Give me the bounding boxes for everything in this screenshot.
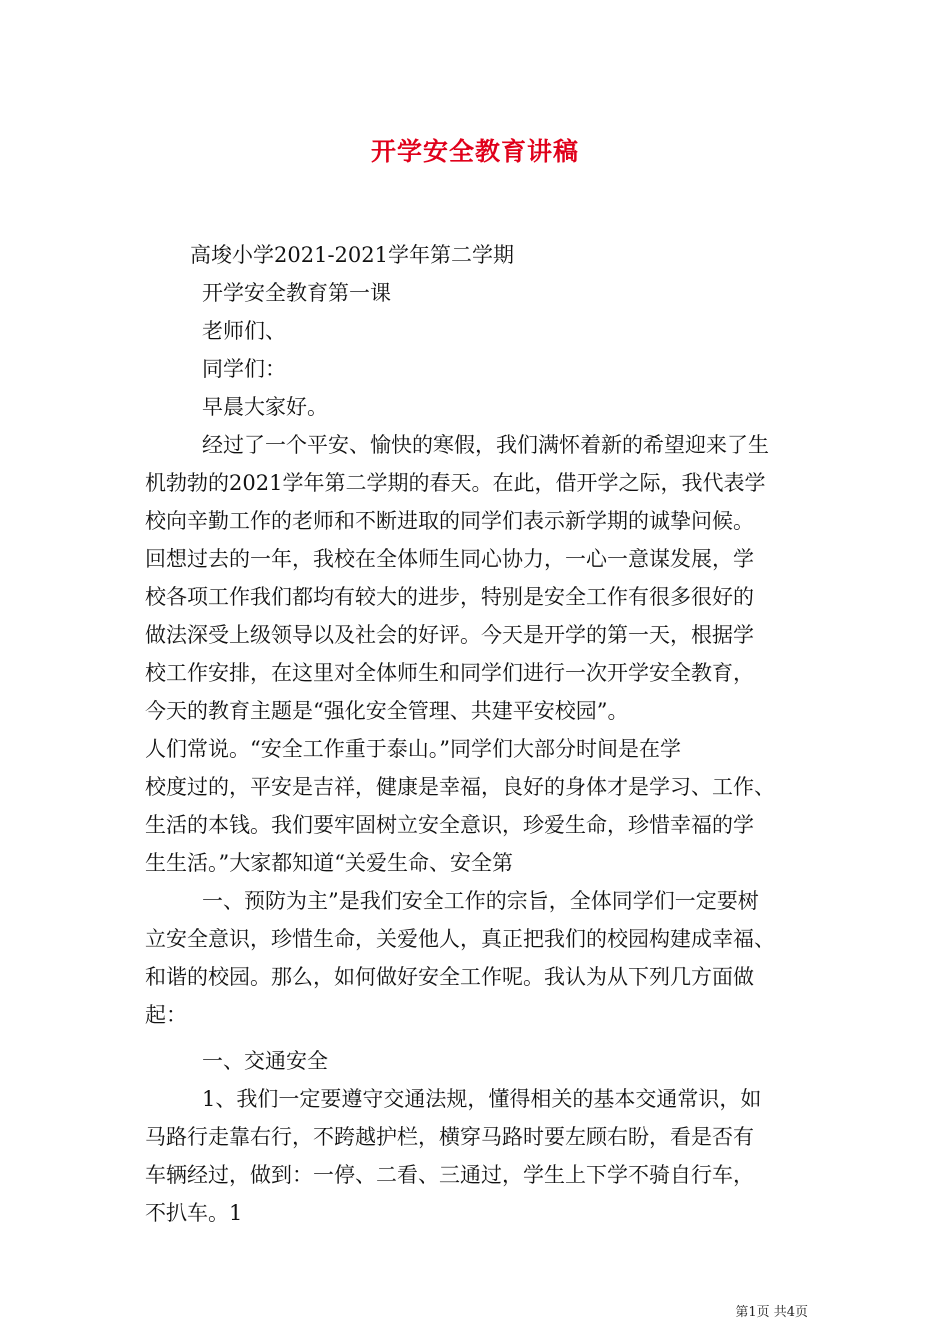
text-line: 立安全意识，珍惜生命，关爱他人，真正把我们的校园构建成幸福、 bbox=[145, 927, 775, 951]
text-line: 一、预防为主”是我们安全工作的宗旨，全体同学们一定要树 bbox=[202, 889, 759, 913]
text-line: 早晨大家好。 bbox=[202, 395, 328, 419]
page-number-footer: 第1页 共4页 bbox=[735, 1305, 808, 1320]
text-line: 机勃勃的2021学年第二学期的春天。在此，借开学之际，我代表学 bbox=[145, 471, 766, 495]
text-line: 校各项工作我们都均有较大的进步，特别是安全工作有很多很好的 bbox=[145, 585, 754, 609]
text-line: 做法深受上级领导以及社会的好评。今天是开学的第一天，根据学 bbox=[145, 623, 754, 647]
document-title: 开学安全教育讲稿 bbox=[370, 137, 579, 166]
text-line: 和谐的校园。那么，如何做好安全工作呢。我认为从下列几方面做 bbox=[145, 965, 754, 989]
paragraph-gap bbox=[145, 1034, 813, 1042]
document-body bbox=[145, 236, 813, 1232]
text-line: 校向辛勤工作的老师和不断进取的同学们表示新学期的诚挚问候。 bbox=[145, 509, 754, 533]
text-line: 校度过的，平安是吉祥，健康是幸福，良好的身体才是学习、工作、 bbox=[145, 775, 775, 799]
text-line: 校工作安排，在这里对全体师生和同学们进行一次开学安全教育， bbox=[145, 661, 754, 685]
text-line: 马路行走靠右行，不跨越护栏，横穿马路时要左顾右盼，看是否有 bbox=[145, 1125, 754, 1149]
text-line: 1、我们一定要遵守交通法规，懂得相关的基本交通常识，如 bbox=[202, 1087, 762, 1111]
text-line: 老师们、 bbox=[202, 319, 286, 343]
text-line: 生生活。”大家都知道“关爱生命、安全第 bbox=[145, 851, 513, 875]
text-line: 今天的教育主题是“强化安全管理、共建平安校园”。 bbox=[145, 699, 629, 723]
text-line: 一、交通安全 bbox=[202, 1049, 328, 1073]
text-line: 同学们： bbox=[202, 357, 286, 381]
text-line: 不扒车。1 bbox=[145, 1201, 243, 1225]
text-line: 回想过去的一年，我校在全体师生同心协力，一心一意谋发展，学 bbox=[145, 547, 754, 571]
text-line: 生活的本钱。我们要牢固树立安全意识，珍爱生命，珍惜幸福的学 bbox=[145, 813, 754, 837]
text-line: 人们常说。“安全工作重于泰山。”同学们大部分时间是在学 bbox=[145, 737, 681, 761]
text-line: 车辆经过，做到：一停、二看、三通过，学生上下学不骑自行车， bbox=[145, 1163, 754, 1187]
text-line: 开学安全教育第一课 bbox=[202, 281, 391, 305]
text-line: 高埈小学2021-2021学年第二学期 bbox=[190, 243, 514, 267]
text-line: 起： bbox=[145, 1003, 187, 1027]
text-line: 经过了一个平安、愉快的寒假，我们满怀着新的希望迎来了生 bbox=[202, 433, 769, 457]
